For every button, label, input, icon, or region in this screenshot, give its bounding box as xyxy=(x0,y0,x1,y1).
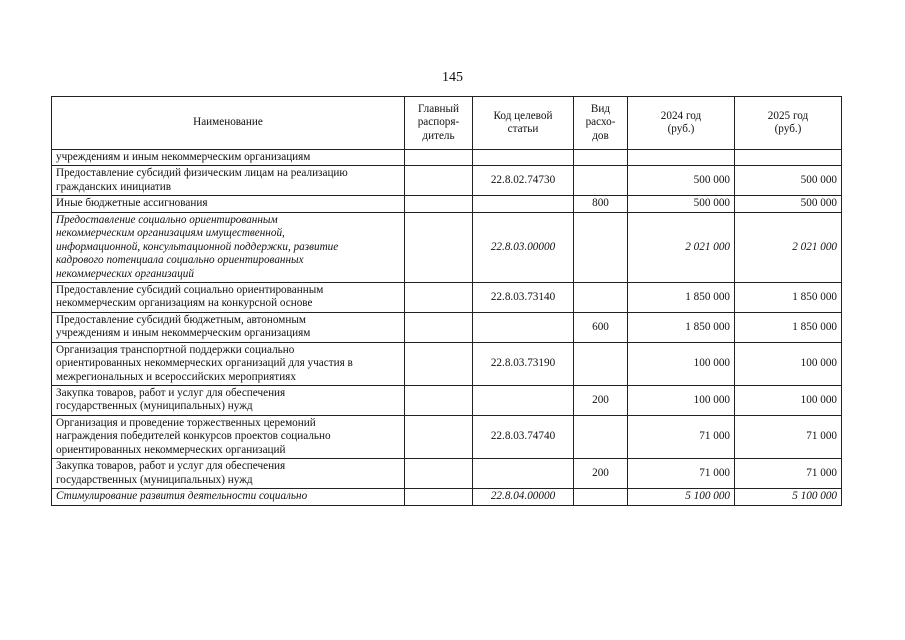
row-code: 22.8.03.73140 xyxy=(473,282,574,312)
row-name xyxy=(52,312,405,342)
row-amount-2025 xyxy=(735,150,842,166)
row-name-line: государственных (муниципальных) нужд xyxy=(56,473,253,486)
row-code xyxy=(473,196,574,212)
row-kind xyxy=(574,342,628,385)
row-amount-2024: 2 021 000 xyxy=(628,212,735,282)
row-kind: 200 xyxy=(574,386,628,416)
row-amount-2024: 1 850 000 xyxy=(628,312,735,342)
header-code-line: Код целевой xyxy=(493,109,553,122)
row-code: 22.8.03.00000 xyxy=(473,212,574,282)
row-kind: 600 xyxy=(574,312,628,342)
row-name xyxy=(52,166,405,196)
row-amount-2025: 71 000 xyxy=(735,415,842,458)
row-code xyxy=(473,312,574,342)
header-admin-line: дитель xyxy=(422,129,455,142)
row-name-line: Иные бюджетные ассигнования xyxy=(56,197,208,210)
row-amount-2024: 100 000 xyxy=(628,386,735,416)
row-amount-2024: 71 000 xyxy=(628,459,735,489)
row-amount-2025: 100 000 xyxy=(735,342,842,385)
row-amount-2025: 2 021 000 xyxy=(735,212,842,282)
row-amount-2024: 71 000 xyxy=(628,415,735,458)
row-name xyxy=(52,342,405,385)
row-admin xyxy=(405,312,473,342)
row-name xyxy=(52,489,405,505)
header-name xyxy=(52,97,405,150)
row-code xyxy=(473,150,574,166)
row-amount-2025: 1 850 000 xyxy=(735,282,842,312)
row-kind: 800 xyxy=(574,196,628,212)
table-row xyxy=(52,282,842,312)
row-name-line: Предоставление субсидий физическим лицам на реализацию xyxy=(56,167,348,180)
row-admin xyxy=(405,386,473,416)
row-name-line: учреждениям и иным некоммерческим организациям xyxy=(56,327,311,340)
row-code: 22.8.02.74730 xyxy=(473,166,574,196)
table-row xyxy=(52,415,842,458)
row-name-line: Предоставление социально ориентированным xyxy=(56,213,278,226)
row-amount-2025: 1 850 000 xyxy=(735,312,842,342)
header-kind-line: расхо- xyxy=(585,116,616,129)
row-name-line: гражданских инициатив xyxy=(56,180,172,193)
table-row xyxy=(52,386,842,416)
row-name-line: некоммерческим организациям на конкурсной основе xyxy=(56,297,313,310)
row-admin xyxy=(405,489,473,505)
table-row xyxy=(52,342,842,385)
header-kind-line: Вид xyxy=(590,102,611,115)
row-kind xyxy=(574,489,628,505)
row-admin xyxy=(405,196,473,212)
table-row xyxy=(52,459,842,489)
header-admin-line: распоря- xyxy=(417,116,460,129)
row-admin xyxy=(405,150,473,166)
table-row xyxy=(52,196,842,212)
row-admin xyxy=(405,342,473,385)
row-name-line: ориентированных некоммерческих организаций для участия в xyxy=(56,357,353,370)
row-amount-2025: 5 100 000 xyxy=(735,489,842,505)
row-amount-2025: 500 000 xyxy=(735,166,842,196)
table-row xyxy=(52,212,842,282)
row-name xyxy=(52,212,405,282)
row-name xyxy=(52,459,405,489)
row-name-line: Предоставление субсидий бюджетным, автономным xyxy=(56,313,306,326)
row-name-line: награждения победителей конкурсов проектов социально xyxy=(56,430,331,443)
row-admin xyxy=(405,459,473,489)
header-year-2025 xyxy=(735,97,842,150)
row-name-line: Организация и проведение торжественных церемоний xyxy=(56,416,316,429)
row-name-line: кадрового потенциала социально ориентированных xyxy=(56,254,304,267)
row-amount-2024: 500 000 xyxy=(628,196,735,212)
header-chief-administrator xyxy=(405,97,473,150)
row-name-line: Стимулирование развития деятельности социально xyxy=(56,490,308,503)
row-amount-2024: 5 100 000 xyxy=(628,489,735,505)
row-admin xyxy=(405,212,473,282)
row-kind xyxy=(574,212,628,282)
row-name-line: государственных (муниципальных) нужд xyxy=(56,400,253,413)
row-name-line: информационной, консультационной поддержки, развитие xyxy=(56,240,339,253)
header-2024-line: (руб.) xyxy=(667,123,695,135)
table-row xyxy=(52,489,842,505)
row-name xyxy=(52,282,405,312)
row-amount-2025: 100 000 xyxy=(735,386,842,416)
row-code xyxy=(473,386,574,416)
header-admin-line: Главный xyxy=(418,102,459,115)
header-name-label: Наименование xyxy=(193,116,263,129)
row-code: 22.8.03.73190 xyxy=(473,342,574,385)
header-2024-line: 2024 год xyxy=(660,109,702,122)
row-admin xyxy=(405,282,473,312)
row-amount-2024: 1 850 000 xyxy=(628,282,735,312)
row-admin xyxy=(405,166,473,196)
row-name xyxy=(52,196,405,212)
row-kind xyxy=(574,282,628,312)
row-name-line: Закупка товаров, работ и услуг для обеспечения xyxy=(56,387,286,399)
row-amount-2024 xyxy=(628,150,735,166)
row-name-line: Закупка товаров, работ и услуг для обеспечения xyxy=(56,460,286,473)
header-2025-line: 2025 год xyxy=(767,109,809,122)
row-name-line: Организация транспортной поддержки социально xyxy=(56,343,295,356)
row-amount-2025: 71 000 xyxy=(735,459,842,489)
row-kind xyxy=(574,415,628,458)
header-expense-kind xyxy=(574,97,628,150)
row-amount-2024: 100 000 xyxy=(628,342,735,385)
header-target-code xyxy=(473,97,574,150)
table-row xyxy=(52,150,842,166)
budget-table xyxy=(51,96,842,506)
row-amount-2025: 500 000 xyxy=(735,196,842,212)
row-name xyxy=(52,415,405,458)
table-header-row xyxy=(52,97,842,150)
row-code xyxy=(473,459,574,489)
row-code: 22.8.04.00000 xyxy=(473,489,574,505)
header-2025-line: (руб.) xyxy=(774,123,802,135)
row-name-line: Предоставление субсидий социально ориентированным xyxy=(56,283,324,296)
header-kind-line: дов xyxy=(592,129,609,142)
table-row xyxy=(52,166,842,196)
row-name xyxy=(52,150,405,166)
header-code-line: статьи xyxy=(507,123,539,135)
header-year-2024 xyxy=(628,97,735,150)
row-name-line: ориентированных некоммерческих организаций xyxy=(56,443,286,456)
row-name-line: учреждениям и иным некоммерческим организациям xyxy=(56,151,311,163)
row-admin xyxy=(405,415,473,458)
row-name xyxy=(52,386,405,416)
row-name-line: межрегиональных и всероссийских мероприятиях xyxy=(56,370,296,383)
row-kind: 200 xyxy=(574,459,628,489)
table-row xyxy=(52,312,842,342)
page-number: 145 xyxy=(442,70,463,85)
row-kind xyxy=(574,166,628,196)
row-kind xyxy=(574,150,628,166)
row-code: 22.8.03.74740 xyxy=(473,415,574,458)
row-name-line: некоммерческим организациям имущественной, xyxy=(56,227,285,240)
row-amount-2024: 500 000 xyxy=(628,166,735,196)
row-name-line: некоммерческих организаций xyxy=(56,267,194,280)
